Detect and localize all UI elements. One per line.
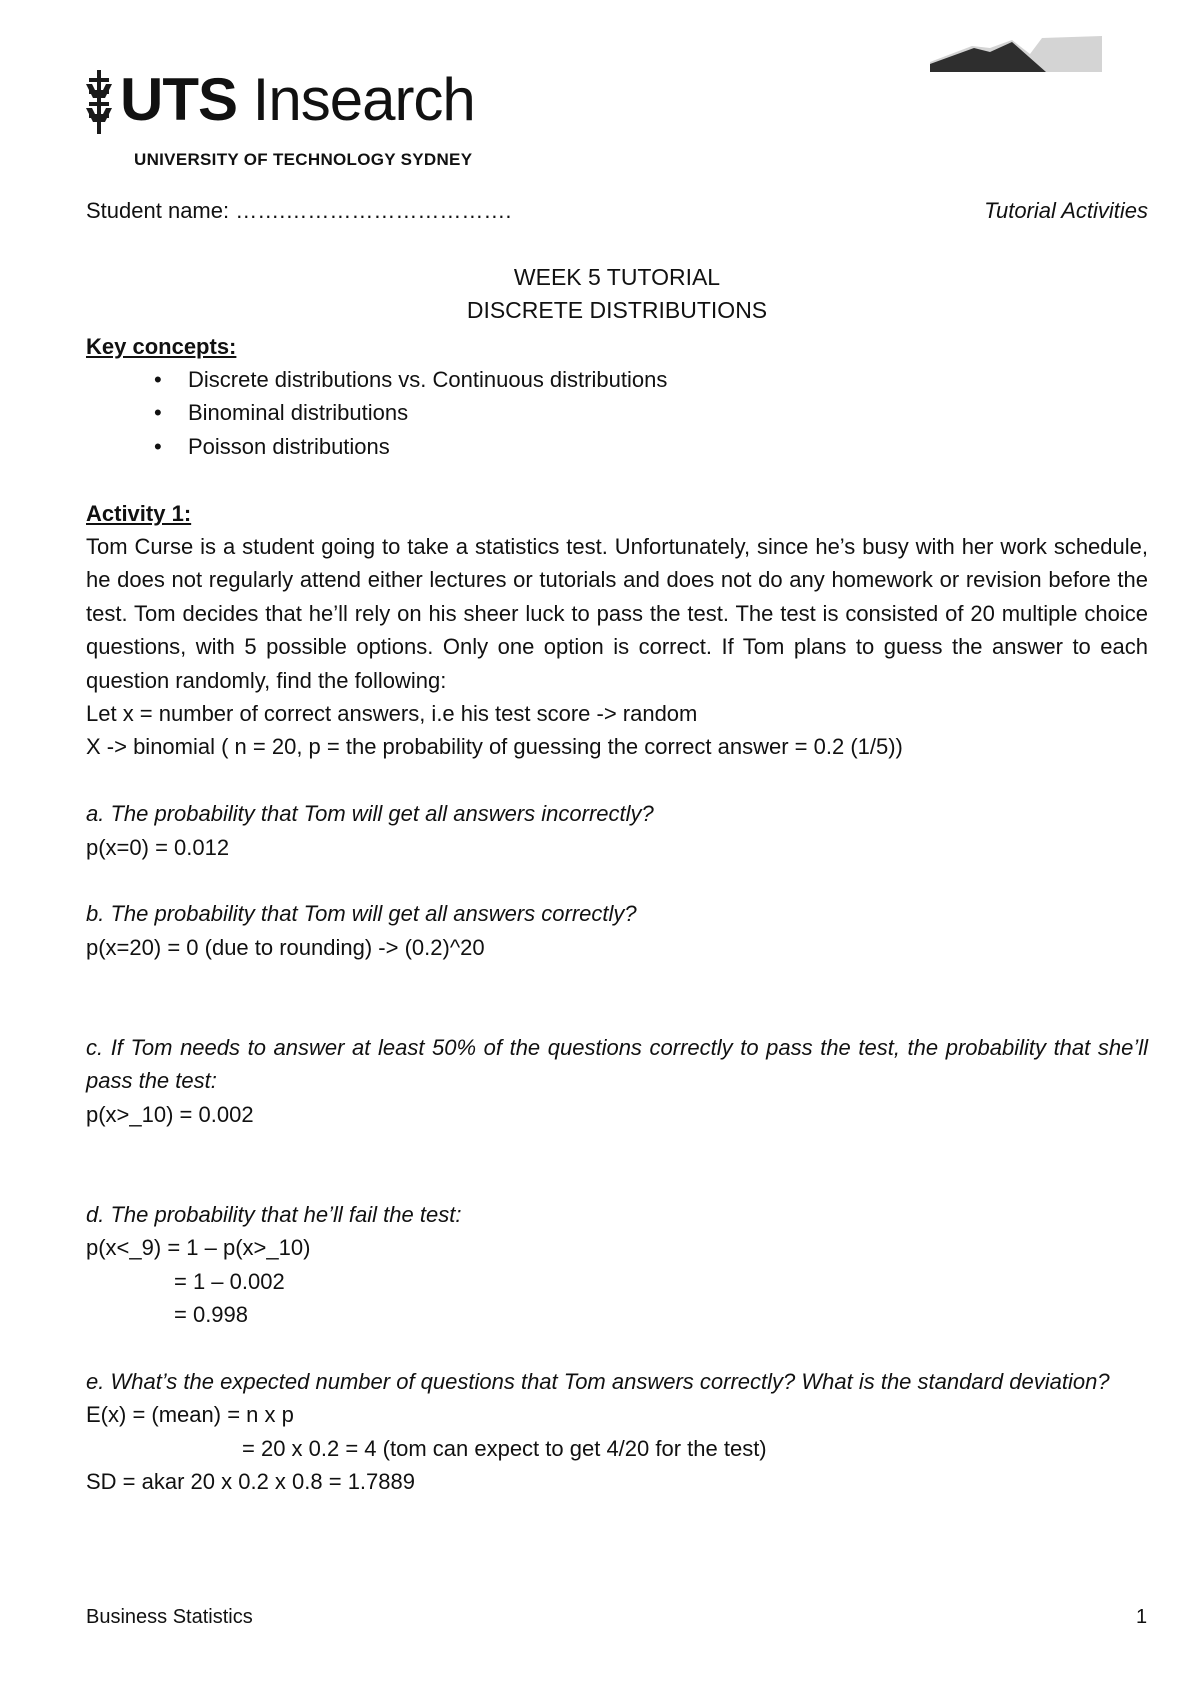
list-item: • Discrete distributions vs. Continuous distributions bbox=[188, 363, 1148, 396]
question-d: d. The probability that he’ll fail the test: bbox=[86, 1202, 462, 1228]
mountain-graphic-icon bbox=[930, 36, 1102, 72]
logo-subtitle: UNIVERSITY OF TECHNOLOGY SYDNEY bbox=[134, 150, 473, 169]
page-subtitle: DISCRETE DISTRIBUTIONS bbox=[466, 297, 768, 324]
uts-logo-icon bbox=[86, 70, 112, 134]
question-e: e. What’s the expected number of questions that Tom answers correctly? What is the standard deviation? bbox=[86, 1369, 1110, 1395]
tutorial-label: Tutorial Activities bbox=[984, 198, 1148, 223]
answer-d-line1: p(x<_9) = 1 – p(x>_10) bbox=[86, 1235, 311, 1261]
answer-a: p(x=0) = 0.012 bbox=[86, 834, 230, 860]
list-item: • Binominal distributions bbox=[188, 396, 1148, 429]
question-a: a. The probability that Tom will get all answers incorrectly? bbox=[86, 801, 654, 827]
document-body bbox=[86, 194, 1148, 1499]
page-number: 1 bbox=[1136, 1606, 1148, 1628]
page-title: WEEK 5 TUTORIAL bbox=[513, 263, 721, 290]
activity-intro: Tom Curse is a student going to take a statistics test. Unfortunately, since he’s busy with her work schedule, he does not regularly attend either lectures or tutorials and does not do any homework or revision before the test. Tom decides that he’ll rely on his sheer luck to pass the test. The test is consisted of 20 multiple choice questions, with 5 possible options. Only one option is correct. If Tom plans to guess the answer to each question randomly, find the following: bbox=[86, 534, 1148, 693]
list-item: • Poisson distributions bbox=[188, 430, 1148, 463]
answer-e-line1: E(x) = (mean) = n x p bbox=[86, 1402, 294, 1428]
logo-name-light: Insearch bbox=[252, 66, 475, 133]
question-c: c. If Tom needs to answer at least 50% of the questions correctly to pass the test, the probability that she’ll pass the test: bbox=[86, 1035, 1148, 1094]
distribution-line: X -> binomial ( n = 20, p = the probability of guessing the correct answer = 0.2 (1/5)) bbox=[86, 734, 903, 760]
logo-name: UTS bbox=[120, 66, 237, 133]
logo-wordmark bbox=[120, 66, 475, 133]
key-concepts-list bbox=[86, 363, 1148, 463]
header-row bbox=[86, 194, 1148, 227]
answer-d-line2: = 1 – 0.002 bbox=[174, 1268, 285, 1294]
footer-course: Business Statistics bbox=[86, 1606, 253, 1628]
activity-heading: Activity 1: bbox=[86, 500, 192, 526]
question-b: b. The probability that Tom will get all answers correctly? bbox=[86, 901, 637, 927]
student-name-field: Student name: …….…………………………. bbox=[86, 198, 512, 223]
let-line: Let x = number of correct answers, i.e his test score -> random bbox=[86, 701, 698, 727]
answer-b: p(x=20) = 0 (due to rounding) -> (0.2)^20 bbox=[86, 934, 485, 960]
answer-e-line3: SD = akar 20 x 0.2 x 0.8 = 1.7889 bbox=[86, 1469, 415, 1495]
key-concepts-heading: Key concepts: bbox=[86, 333, 237, 359]
answer-e-line2: = 20 x 0.2 = 4 (tom can expect to get 4/20 for the test) bbox=[242, 1435, 767, 1461]
answer-c: p(x>_10) = 0.002 bbox=[86, 1101, 254, 1127]
answer-d-line3: = 0.998 bbox=[174, 1302, 249, 1328]
